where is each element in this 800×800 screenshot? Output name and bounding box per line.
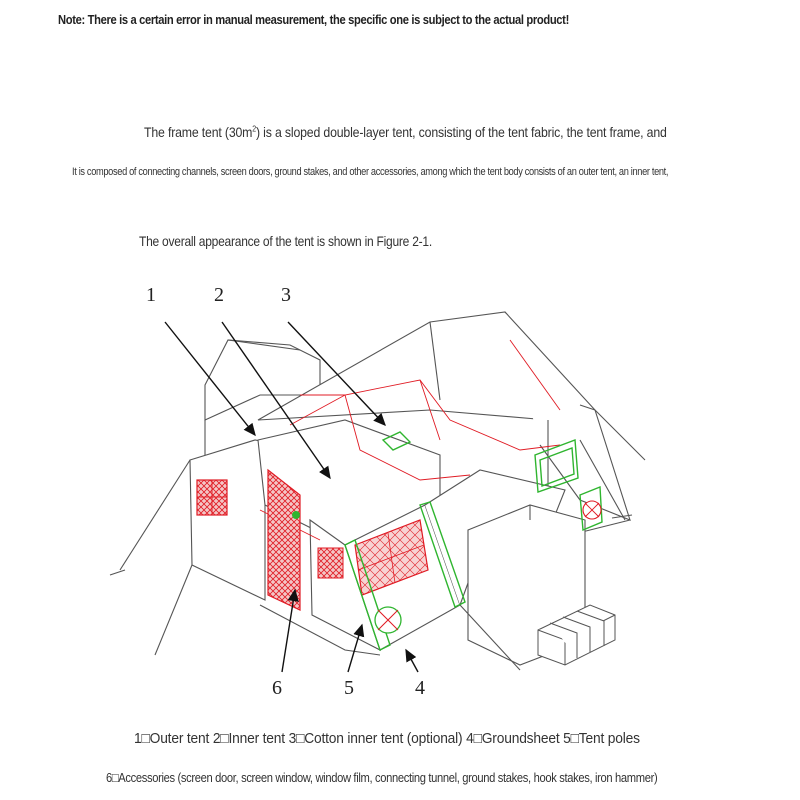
green-marker: [292, 511, 300, 519]
callout-2: 2: [214, 284, 224, 306]
small-window: [318, 548, 343, 578]
callout-5: 5: [344, 677, 354, 699]
p1-before: The frame tent (30m: [144, 124, 253, 140]
p1-after: ) is a sloped double-layer tent, consisting of the tent fabric, the tent frame, and: [256, 124, 667, 140]
callout-6: 6: [272, 677, 282, 699]
intro-paragraph-line2: It is composed of connecting channels, screen doors, ground stakes, and other accessories, among which the tent body consists of an outer tent, an inner tent,: [72, 166, 669, 178]
figure-reference: The overall appearance of the tent is shown in Figure 2-1.: [139, 233, 432, 249]
figure-caption-line2: 6□Accessories (screen door, screen window, window film, connecting tunnel, ground stakes, hook stakes, iron hammer): [106, 770, 658, 785]
p1-superscript: 2: [252, 124, 257, 134]
screen-door: [268, 470, 300, 610]
arrow-4: [406, 650, 418, 672]
figure-caption-line1: 1□Outer tent 2□Inner tent 3□Cotton inner tent (optional) 4□Groundsheet 5□Tent poles: [134, 730, 640, 747]
callout-3: 3: [281, 284, 291, 306]
callout-1: 1: [146, 284, 156, 306]
measurement-note: Note: There is a certain error in manual measurement, the specific one is subject to the actual product!: [58, 12, 569, 27]
callout-4: 4: [415, 677, 425, 699]
